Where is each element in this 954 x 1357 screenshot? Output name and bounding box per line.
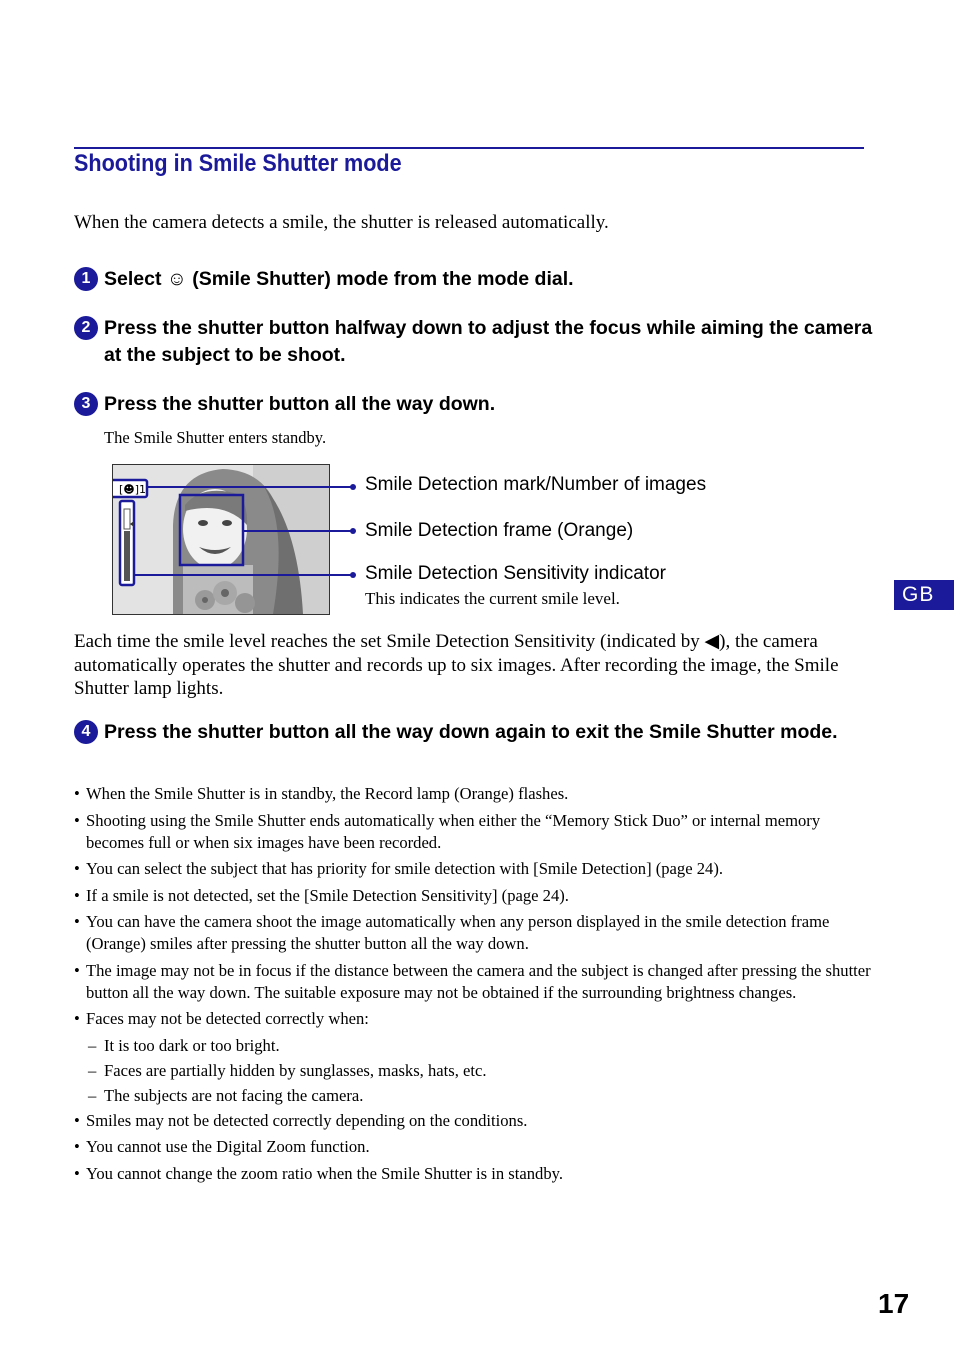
- leader-line-mark: [146, 486, 353, 488]
- step-3: [74, 391, 874, 418]
- step-number-badge: 2: [74, 316, 98, 340]
- step-number-badge: 3: [74, 392, 98, 416]
- callout-sensitivity-indicator: Smile Detection Sensitivity indicator: [365, 563, 666, 584]
- step-number-badge: 4: [74, 720, 98, 744]
- list-item: • You cannot change the zoom ratio when the Smile Shutter is in standby.: [74, 1163, 874, 1185]
- list-item: • The image may not be in focus if the distance between the camera and the subject is changed after pressing the shutter button all the way down. The suitable exposure may not be obtained if the surrounding brightness changes.: [74, 960, 874, 1004]
- list-item: • You can have the camera shoot the image automatically when any person displayed in the smile detection frame (Orange) smiles after pressing the shutter button all the way down.: [74, 911, 874, 955]
- leader-line-frame: [242, 530, 353, 532]
- list-item: • Shooting using the Smile Shutter ends automatically when either the “Memory Stick Duo” or internal memory becomes full or when six images have been recorded.: [74, 810, 874, 854]
- page-number: 17: [878, 1288, 910, 1319]
- step-instruction: Press the shutter button halfway down to adjust the focus while aiming the camera at the subject to be shoot.: [104, 317, 873, 366]
- step-2: [74, 315, 874, 369]
- heading-rule: [74, 147, 864, 149]
- callout-sensitivity-note: This indicates the current smile level.: [365, 589, 620, 608]
- step-instruction: Press the shutter button all the way down.: [104, 393, 496, 415]
- list-item: • Smiles may not be detected correctly depending on the conditions.: [74, 1110, 874, 1132]
- section-title: Shooting in Smile Shutter mode: [74, 150, 402, 177]
- sub-list-item: – It is too dark or too bright.: [74, 1035, 874, 1057]
- step-instruction: Select ☺ (Smile Shutter) mode from the mode dial.: [104, 268, 574, 290]
- list-item: • Faces may not be detected correctly when:: [74, 1008, 874, 1030]
- list-item: • When the Smile Shutter is in standby, the Record lamp (Orange) flashes.: [74, 783, 874, 805]
- intro-text: When the camera detects a smile, the shutter is released automatically.: [74, 212, 609, 233]
- sub-list-item: – The subjects are not facing the camera.: [74, 1085, 874, 1107]
- callout-detection-mark: Smile Detection mark/Number of images: [365, 474, 707, 495]
- explanation-paragraph: Each time the smile level reaches the set Smile Detection Sensitivity (indicated by ◀), the camera automatically operates the shutter and records up to six images. After recording the image, the Smile Shutter lamp lights.: [74, 631, 839, 699]
- sub-list-item: – Faces are partially hidden by sunglasses, masks, hats, etc.: [74, 1060, 874, 1082]
- step-number-badge: 1: [74, 267, 98, 291]
- step-3-note: The Smile Shutter enters standby.: [104, 428, 327, 447]
- language-tab: GB: [894, 580, 954, 610]
- list-item: • You cannot use the Digital Zoom function.: [74, 1136, 874, 1158]
- step-4: [74, 719, 874, 746]
- list-item: • If a smile is not detected, set the [Smile Detection Sensitivity] (page 24).: [74, 885, 874, 907]
- leader-line-indicator: [134, 574, 353, 576]
- callout-detection-frame: Smile Detection frame (Orange): [365, 520, 634, 541]
- step-1: [74, 266, 874, 293]
- step-instruction: Press the shutter button all the way down again to exit the Smile Shutter mode.: [104, 721, 838, 743]
- notes-list: [74, 783, 874, 1189]
- list-item: • You can select the subject that has priority for smile detection with [Smile Detection] (page 24).: [74, 858, 874, 880]
- smile-detection-mark: [☻]1: [119, 483, 147, 496]
